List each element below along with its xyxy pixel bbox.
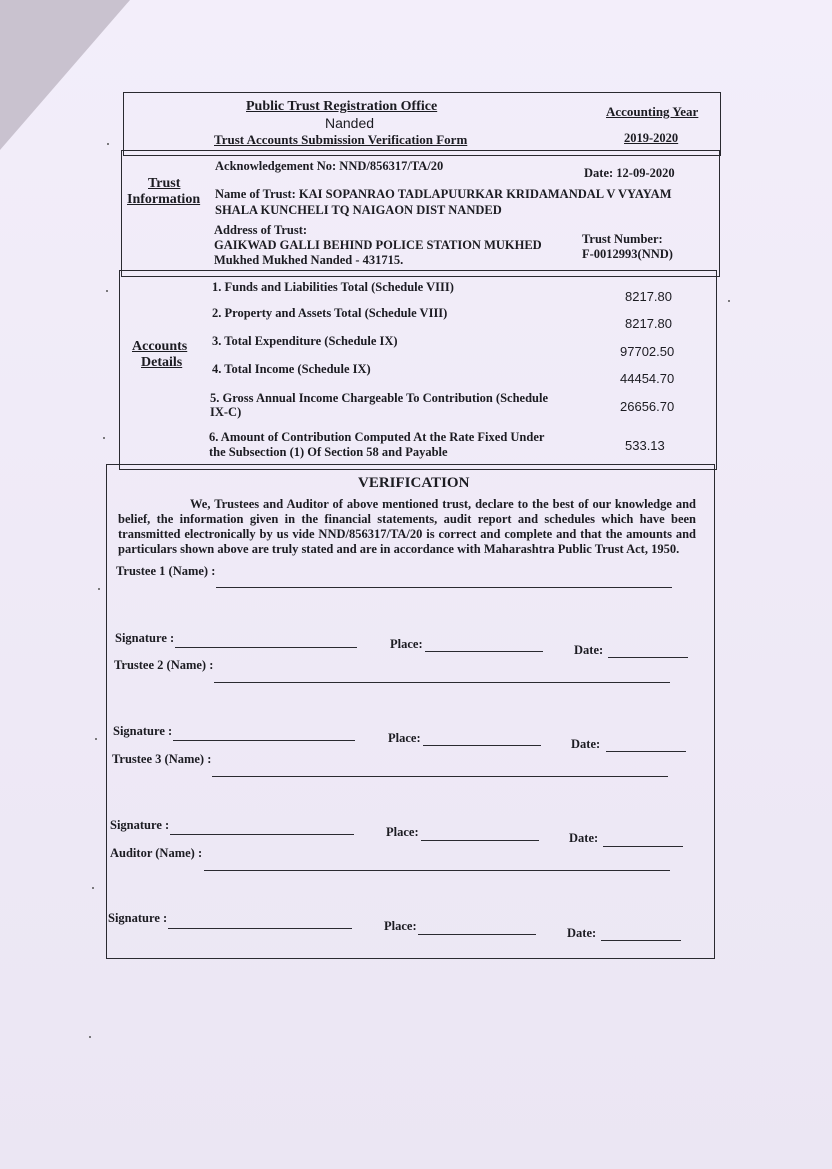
account-item-label-continued: IX-C) [210, 405, 242, 419]
scan-speck [107, 143, 109, 145]
trustee-2-place-line[interactable] [423, 745, 541, 746]
auditor-name-line[interactable] [204, 870, 670, 871]
auditor-place-label: Place: [384, 919, 417, 933]
account-item-value: 8217.80 [625, 289, 672, 304]
scan-speck [95, 738, 97, 740]
account-item-label: 6. Amount of Contribution Computed At the Rate Fixed Under [209, 430, 545, 444]
account-item-value: 26656.70 [620, 399, 675, 414]
account-item-label: 2. Property and Assets Total (Schedule VIII) [212, 306, 448, 320]
auditor-name-label: Auditor (Name) : [110, 846, 203, 860]
trustee-1-date-line[interactable] [608, 657, 688, 658]
auditor-date-label: Date: [567, 926, 597, 940]
trustee-3-place-line[interactable] [421, 840, 539, 841]
account-item-label: 5. Gross Annual Income Chargeable To Contribution (Schedule [210, 391, 549, 405]
scan-speck [98, 588, 100, 590]
trustee-2-name-label: Trustee 2 (Name) : [114, 658, 214, 672]
acknowledgement-number: Acknowledgement No: NND/856317/TA/20 [215, 159, 444, 173]
trust-info-label-2: Information [127, 192, 201, 207]
trustee-1-signature-line[interactable] [175, 647, 357, 648]
scan-speck [103, 437, 105, 439]
folded-corner [0, 0, 130, 150]
office-title: Public Trust Registration Office [246, 99, 438, 114]
trust-name-line-1: Name of Trust: KAI SOPANRAO TADLAPUURKAR KRIDAMANDAL V VYAYAM [215, 187, 672, 201]
trustee-2-signature-line[interactable] [173, 740, 355, 741]
form-title: Trust Accounts Submission Verification Form [214, 132, 468, 147]
trustee-1-name-line[interactable] [216, 587, 672, 588]
accounts-label-2: Details [141, 355, 183, 370]
accounts-label-1: Accounts [132, 339, 188, 354]
verification-title: VERIFICATION [358, 475, 470, 491]
account-item-label-continued: the Subsection (1) Of Section 58 and Payable [209, 445, 448, 459]
trustee-3-signature-line[interactable] [170, 834, 354, 835]
account-item-label: 4. Total Income (Schedule IX) [212, 362, 371, 376]
trustee-3-name-line[interactable] [212, 776, 668, 777]
trustee-2-place-label: Place: [388, 731, 421, 745]
accounting-year-value: 2019-2020 [624, 131, 679, 145]
account-item-label: 3. Total Expenditure (Schedule IX) [212, 334, 398, 348]
auditor-place-line[interactable] [418, 934, 536, 935]
address-label: Address of Trust: [214, 223, 308, 237]
auditor-signature-label: Signature : [108, 911, 168, 925]
scan-speck [92, 887, 94, 889]
account-item-value: 533.13 [625, 438, 665, 453]
account-item-value: 8217.80 [625, 316, 672, 331]
trustee-1-name-label: Trustee 1 (Name) : [116, 564, 216, 578]
address-line-2: Mukhed Mukhed Nanded - 431715. [214, 253, 404, 267]
trustee-2-date-label: Date: [571, 737, 601, 751]
trustee-2-name-line[interactable] [214, 682, 670, 683]
trustee-3-date-label: Date: [569, 831, 599, 845]
trustee-3-signature-label: Signature : [110, 818, 170, 832]
trustee-2-date-line[interactable] [606, 751, 686, 752]
trustee-1-place-line[interactable] [425, 651, 543, 652]
trust-number-value: F-0012993(NND) [582, 247, 673, 261]
auditor-date-line[interactable] [601, 940, 681, 941]
trustee-3-date-line[interactable] [603, 846, 683, 847]
scan-speck [106, 290, 108, 292]
trustee-1-signature-label: Signature : [115, 631, 175, 645]
trustee-3-place-label: Place: [386, 825, 419, 839]
auditor-signature-line[interactable] [168, 928, 352, 929]
accounting-year-label: Accounting Year [606, 104, 699, 119]
city-name: Nanded [325, 115, 375, 131]
trustee-3-name-label: Trustee 3 (Name) : [112, 752, 212, 766]
trust-name-line-2: SHALA KUNCHELI TQ NAIGAON DIST NANDED [215, 203, 502, 217]
account-item-value: 44454.70 [620, 371, 675, 386]
scan-speck [728, 300, 730, 302]
trustee-2-signature-label: Signature : [113, 724, 173, 738]
trust-number-label: Trust Number: [582, 232, 663, 246]
scan-speck [89, 1036, 91, 1038]
account-item-label: 1. Funds and Liabilities Total (Schedule VIII) [212, 280, 454, 294]
trustee-1-place-label: Place: [390, 637, 423, 651]
verification-paragraph: We, Trustees and Auditor of above mentioned trust, declare to the best of our knowledge and belief, the information given in the financial statements, audit report and schedules which have been transmitted electronically by us vide NND/856317/TA/20 is correct and complete and that the amounts and particulars shown above are truly stated and are in accordance with Maharashtra Public Trust Act, 1950. [118, 497, 696, 556]
trust-info-label-1: Trust [148, 176, 181, 191]
account-item-value: 97702.50 [620, 344, 675, 359]
ack-date: Date: 12-09-2020 [584, 166, 675, 180]
address-line-1: GAIKWAD GALLI BEHIND POLICE STATION MUKHED [214, 238, 542, 252]
trustee-1-date-label: Date: [574, 643, 604, 657]
